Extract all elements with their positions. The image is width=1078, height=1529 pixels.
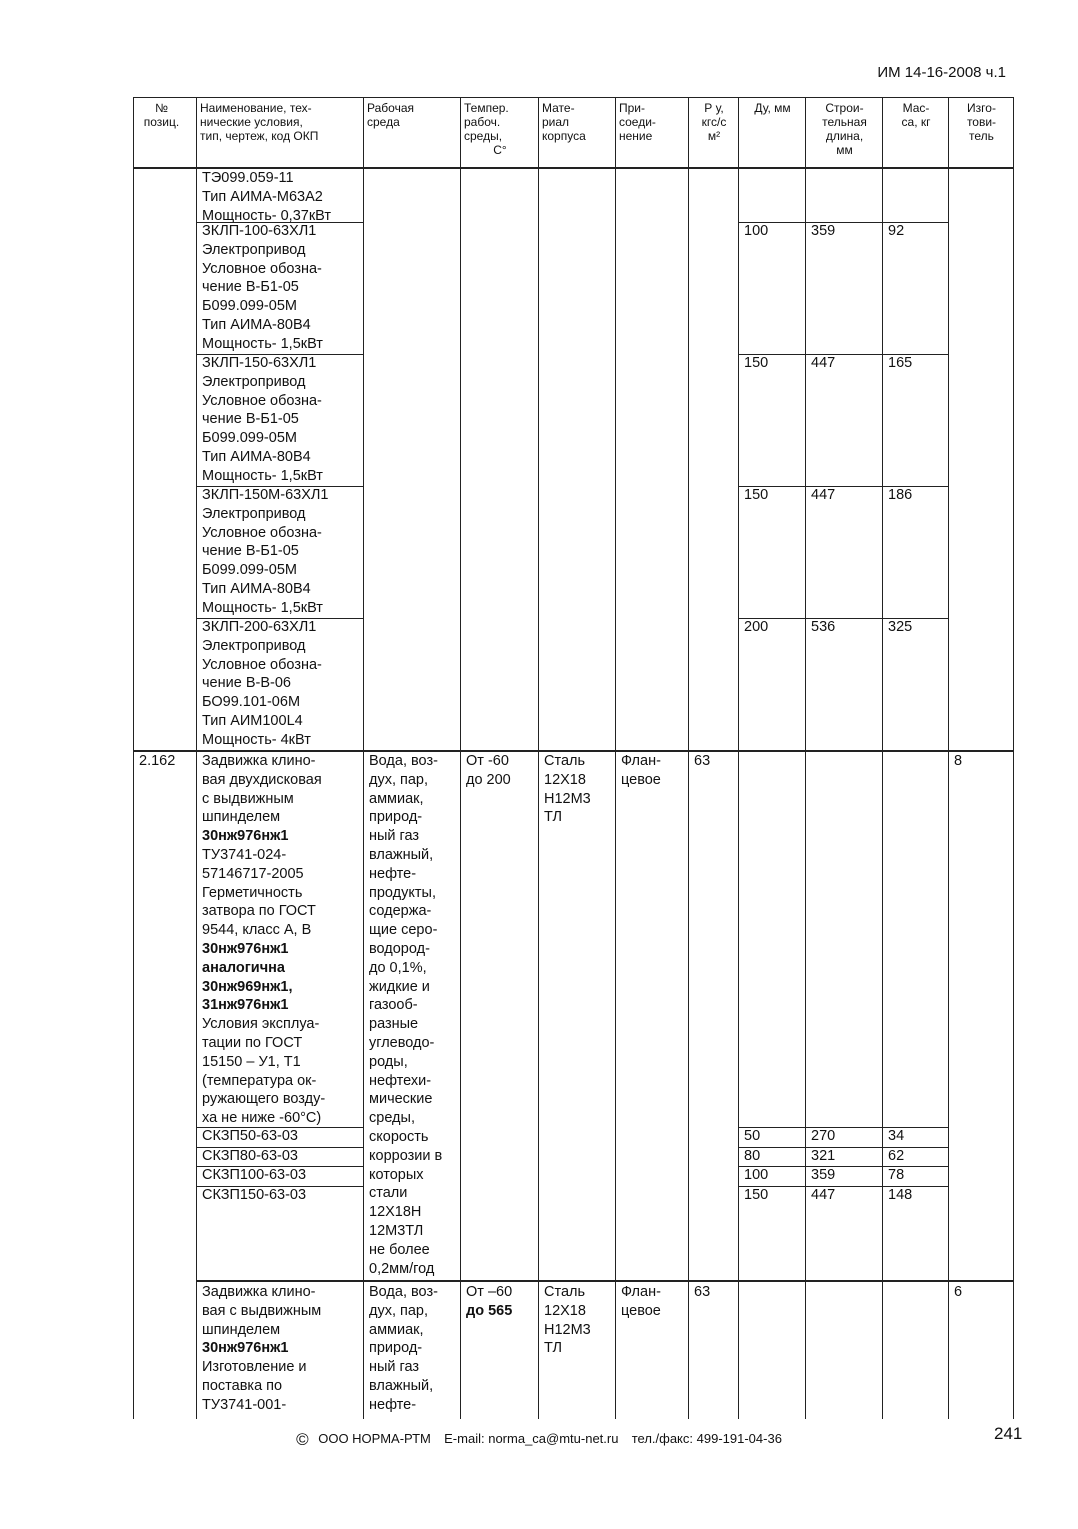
column-header-line: Мате- [542, 101, 575, 115]
valve-description-line: 30нж976нж1 [202, 940, 289, 957]
working-temperature-line: От –60 [466, 1284, 513, 1300]
continuation-row-name-line: Условное обозна- [202, 260, 322, 277]
continuation-row-dn [744, 222, 803, 241]
column-header-line: тель [969, 129, 994, 143]
continuation-row-name-line: Мощность- 0,37кВт [202, 207, 332, 224]
column-header [542, 101, 613, 143]
continuation-row-name-line: Электропривод [202, 241, 306, 258]
model-name [202, 1166, 361, 1185]
footer-email: norma_ca@mtu-net.ru [488, 1431, 619, 1446]
working-medium-line: газооб- [369, 997, 418, 1014]
footer-phone-label: тел./факс: [631, 1431, 694, 1446]
continuation-row-name-line: ЗКЛП-150-63ХЛ1 [202, 355, 317, 371]
table-top-border [133, 97, 1013, 98]
continuation-row-mass-line: 186 [888, 487, 913, 503]
continuation-row-length-line: 447 [811, 355, 836, 371]
model-mass [888, 1127, 946, 1146]
model-length-line: 447 [811, 1186, 836, 1203]
model-length-line: 321 [811, 1147, 836, 1164]
valve-description-line: 31нж976нж1 [202, 997, 289, 1014]
body-material-line: 12Х18 [544, 1302, 586, 1319]
column-header-line: Р у, [704, 101, 724, 115]
connection-type-line: Флан- [621, 1284, 661, 1300]
valve-description-line: вая с выдвижным [202, 1302, 322, 1319]
model-name [202, 1186, 361, 1205]
connection-type-line: цевое [621, 1302, 661, 1319]
working-medium-line: содержа- [369, 903, 432, 920]
valve-description-line: поставка по [202, 1377, 283, 1394]
working-medium [369, 752, 458, 1278]
working-medium-line: дух, пар, [369, 1302, 429, 1319]
working-medium-line: разные [369, 1016, 419, 1033]
continuation-row-name [202, 354, 361, 486]
column-divider [363, 97, 364, 1419]
working-temperature-line: От -60 [466, 753, 509, 769]
continuation-row-name-line: Электропривод [202, 373, 306, 390]
column-header-line: позиц. [143, 115, 180, 129]
column-divider [615, 97, 616, 1419]
continuation-row-name [202, 169, 361, 225]
working-medium-line: среды, [369, 1110, 415, 1127]
working-medium-line: 12Х18Н [369, 1204, 422, 1221]
column-header-line: кгс/с [701, 115, 727, 129]
nominal-pressure [694, 752, 736, 771]
valve-description-line: Условия эксплуа- [202, 1016, 320, 1033]
continuation-row-name-line: Электропривод [202, 637, 306, 654]
continuation-row-name-line: БО99.101-06М [202, 694, 301, 711]
model-mass [888, 1186, 946, 1205]
valve-description-line: ха не ниже -60°С) [202, 1110, 322, 1127]
continuation-row-dn [744, 618, 803, 637]
position-number-line: 2.162 [139, 753, 176, 769]
working-medium-line: нефте- [369, 865, 417, 882]
continuation-row-length [811, 354, 880, 373]
valve-description-line: 9544, класс А, В [202, 922, 312, 939]
column-header-line: тип, чертеж, код ОКП [200, 129, 319, 143]
continuation-row-name-line: Мощность- 1,5кВт [202, 599, 323, 616]
continuation-row-name-line: Б099.099-05М [202, 298, 297, 315]
column-header-line: нение [619, 129, 653, 143]
column-header-line: При- [619, 101, 645, 115]
connection-type-line: цевое [621, 771, 661, 788]
body-material [544, 752, 613, 827]
column-header-line: Изго- [967, 101, 996, 115]
valve-description [202, 752, 361, 1128]
valve-description-line: шпинделем [202, 809, 281, 826]
continuation-row-name-line: ЗКЛП-200-63ХЛ1 [202, 619, 317, 635]
continuation-row-length-line: 447 [811, 487, 836, 503]
continuation-row-length [811, 486, 880, 505]
valve-description-line: 15150 – У1, Т1 [202, 1053, 301, 1070]
column-header-line: Рабочая [367, 101, 414, 115]
manufacturer-code [954, 1283, 1011, 1302]
manufacturer-code-line: 6 [954, 1284, 963, 1300]
nominal-pressure [694, 1283, 736, 1302]
model-length-line: 270 [811, 1128, 836, 1144]
continuation-row-name [202, 618, 361, 750]
model-name-line: СКЗП150-63-03 [202, 1186, 307, 1203]
working-medium-line: 0,2мм/год [369, 1260, 435, 1277]
column-header-line: м² [707, 129, 721, 143]
continuation-row-name-line: Мощность- 1,5кВт [202, 335, 323, 352]
body-material-line: Н12М3 [544, 790, 591, 807]
working-medium-line: нефте- [369, 1396, 417, 1413]
model-dn [744, 1147, 803, 1166]
continuation-row-name-line: Условное обозна- [202, 524, 322, 541]
model-dn-line: 80 [744, 1147, 761, 1164]
column-header [464, 101, 536, 157]
valve-description-line: 30нж976нж1 [202, 1340, 289, 1357]
valve-description-line: шпинделем [202, 1321, 281, 1338]
model-dn-line: 150 [744, 1186, 769, 1203]
continuation-row-name-line: Условное обозна- [202, 392, 322, 409]
document-code: ИМ 14-16-2008 ч.1 [877, 64, 1006, 81]
continuation-row-name-line: ЗКЛП-150М-63ХЛ1 [202, 487, 329, 503]
model-name [202, 1127, 361, 1146]
continuation-row-name-line: Тип АИМА-80В4 [202, 448, 311, 465]
working-medium-line: природ- [369, 1340, 423, 1357]
body-material [544, 1283, 613, 1358]
continuation-row-mass [888, 354, 946, 373]
working-medium-line: водород- [369, 940, 430, 957]
continuation-row-mass-line: 165 [888, 355, 913, 371]
working-medium-line: дух, пар, [369, 771, 429, 788]
working-medium-line: природ- [369, 809, 423, 826]
column-divider [688, 97, 689, 1419]
working-medium-line: скорость [369, 1128, 429, 1145]
continuation-row-mass [888, 222, 946, 241]
manufacturer-code-line: 8 [954, 753, 963, 769]
body-material-line: ТЛ [544, 809, 563, 826]
column-divider [460, 97, 461, 1419]
model-length [811, 1186, 880, 1205]
column-header-line: Ду, мм [754, 101, 791, 115]
column-divider [738, 97, 739, 1419]
continuation-row-name-line: Тип АИМА-80В4 [202, 316, 311, 333]
continuation-row-name-line: ЗКЛП-100-63ХЛ1 [202, 223, 317, 239]
column-header-line: риал [542, 115, 570, 129]
row-divider [196, 1280, 1013, 1282]
valve-description-line: тации по ГОСТ [202, 1034, 303, 1051]
continuation-row-name-line: Мощность- 1,5кВт [202, 467, 323, 484]
model-length [811, 1147, 880, 1166]
continuation-row-name-line: ТЭ099.059-11 [202, 170, 294, 186]
valve-description-line: ТУ3741-024- [202, 846, 287, 863]
model-mass [888, 1147, 946, 1166]
valve-description-line: Изготовление и [202, 1359, 307, 1376]
valve-description-line: Задвижка клино- [202, 753, 316, 769]
model-dn [744, 1166, 803, 1185]
connection-type [621, 752, 686, 790]
working-medium-line: мические [369, 1091, 433, 1108]
working-medium-line: 12М3ТЛ [369, 1222, 424, 1239]
footer-company: ООО НОРМА-РТМ [318, 1431, 431, 1446]
column-header-line: соеди- [619, 115, 656, 129]
model-dn [744, 1127, 803, 1146]
valve-description-line: (температура ок- [202, 1072, 317, 1089]
table-right-border [1013, 97, 1014, 1419]
copyright-icon: © [296, 1430, 309, 1449]
valve-description-line: с выдвижным [202, 790, 294, 807]
model-mass-line: 34 [888, 1128, 905, 1144]
valve-description-line: Задвижка клино- [202, 1284, 316, 1300]
column-header-line: рабоч. [464, 115, 501, 129]
continuation-row-dn-line: 150 [744, 355, 769, 371]
continuation-row-length-line: 536 [811, 619, 836, 635]
continuation-row-name-line: Тип АИМА-М63А2 [202, 188, 323, 205]
continuation-row-name-line: Мощность- 4кВт [202, 731, 311, 748]
continuation-row-name-line: Условное обозна- [202, 656, 322, 673]
model-dn-line: 50 [744, 1128, 761, 1144]
model-dn [744, 1186, 803, 1205]
working-medium-line: стали [369, 1185, 408, 1202]
footer-phone: 499-191-04-36 [696, 1431, 782, 1446]
column-divider [196, 97, 197, 1419]
continuation-row-name-line: Б099.099-05М [202, 562, 297, 579]
continuation-row-name-line: чение В-Б1-05 [202, 279, 299, 296]
valve-description [202, 1283, 361, 1415]
column-header [619, 101, 686, 143]
column-divider [538, 97, 539, 1419]
manufacturer-code [954, 752, 1011, 771]
continuation-row-mass [888, 618, 946, 637]
model-name-line: СКЗП80-63-03 [202, 1147, 298, 1164]
column-header [367, 101, 458, 129]
column-header-line: С° [493, 143, 507, 157]
continuation-row-name-line: Тип АИМ100L4 [202, 712, 303, 729]
continuation-row-name [202, 222, 361, 354]
column-header [692, 101, 736, 143]
column-header-line: тови- [966, 115, 997, 129]
working-temperature [466, 1283, 536, 1321]
continuation-row-name-line: Б099.099-05М [202, 430, 297, 447]
column-header [133, 101, 190, 129]
column-header [742, 101, 803, 115]
body-material-line: Н12М3 [544, 1321, 591, 1338]
nominal-pressure-line: 63 [694, 1284, 711, 1300]
continuation-row-name-line: Тип АИМА-80В4 [202, 580, 311, 597]
valve-description-line: аналогична [202, 959, 285, 976]
body-material-line: Сталь [544, 1284, 586, 1300]
continuation-row-length-line: 359 [811, 223, 836, 239]
continuation-row-mass [888, 486, 946, 505]
valve-description-line: 30нж976нж1 [202, 828, 289, 845]
working-medium-line: нефтехи- [369, 1072, 432, 1089]
working-medium-line: продукты, [369, 884, 436, 901]
model-length-line: 359 [811, 1167, 836, 1183]
model-dn-line: 100 [744, 1167, 769, 1183]
continuation-row-mass-line: 325 [888, 619, 913, 635]
column-header-line: мм [836, 143, 853, 157]
working-medium-line: ный газ [369, 828, 420, 845]
model-length [811, 1127, 880, 1146]
body-material-line: ТЛ [544, 1340, 563, 1357]
column-header-line: Темпер. [464, 101, 509, 115]
body-material-line: Сталь [544, 753, 586, 769]
page-footer [0, 1430, 1078, 1450]
working-medium-line: роды, [369, 1053, 408, 1070]
working-medium-line: Вода, воз- [369, 1284, 438, 1300]
column-header-line: тельная [822, 115, 867, 129]
spec-table [133, 97, 1013, 1419]
continuation-row-length [811, 222, 880, 241]
column-header-line: корпуса [542, 129, 586, 143]
column-divider [882, 97, 883, 1419]
model-mass [888, 1166, 946, 1185]
working-medium-line: влажный, [369, 1377, 434, 1394]
model-mass-line: 148 [888, 1186, 913, 1203]
column-header-line: среды, [464, 129, 503, 143]
continuation-row-dn [744, 486, 803, 505]
column-header [809, 101, 880, 157]
model-mass-line: 78 [888, 1167, 905, 1183]
position-number [139, 752, 194, 771]
working-medium-line: жидкие и [369, 978, 430, 995]
column-header-line: длина, [825, 129, 864, 143]
page-number: 241 [994, 1424, 1023, 1443]
working-temperature [466, 752, 536, 790]
column-header-line: нические условия, [200, 115, 303, 129]
working-medium-line: коррозии в [369, 1147, 443, 1164]
valve-description-line: ружающего возду- [202, 1091, 326, 1108]
working-medium-line: аммиак, [369, 790, 424, 807]
working-temperature-line: до 565 [466, 1302, 513, 1319]
continuation-row-dn [744, 354, 803, 373]
column-header-line: Наименование, тех- [200, 101, 312, 115]
working-medium [369, 1283, 458, 1415]
body-material-line: 12Х18 [544, 771, 586, 788]
model-name [202, 1147, 361, 1166]
column-header-line: са, кг [901, 115, 931, 129]
valve-description-line: затвора по ГОСТ [202, 903, 316, 920]
column-header-line: Строи- [825, 101, 864, 115]
continuation-row-name [202, 486, 361, 618]
valve-description-line: ТУ3741-001- [202, 1396, 287, 1413]
valve-description-line: вая двухдисковая [202, 771, 322, 788]
continuation-row-name-line: чение В-Б1-05 [202, 411, 299, 428]
valve-description-line: 30нж969нж1, [202, 978, 293, 995]
connection-type [621, 1283, 686, 1321]
column-header [952, 101, 1011, 143]
model-mass-line: 62 [888, 1147, 905, 1164]
column-divider [948, 97, 949, 1419]
valve-description-line: 57146717-2005 [202, 865, 304, 882]
working-medium-line: аммиак, [369, 1321, 424, 1338]
column-header-line: среда [367, 115, 400, 129]
working-medium-line: щие серо- [369, 922, 438, 939]
valve-description-line: Герметичность [202, 884, 303, 901]
column-header [200, 101, 361, 143]
working-medium-line: до 0,1%, [369, 959, 427, 976]
model-name-line: СКЗП50-63-03 [202, 1128, 298, 1144]
model-length [811, 1166, 880, 1185]
continuation-row-length [811, 618, 880, 637]
continuation-row-name-line: Электропривод [202, 505, 306, 522]
working-temperature-line: до 200 [466, 771, 511, 788]
column-header-line: Мас- [902, 101, 930, 115]
working-medium-line: углеводо- [369, 1034, 435, 1051]
continuation-row-name-line: чение В-В-06 [202, 675, 291, 692]
column-header [886, 101, 946, 129]
continuation-row-dn-line: 100 [744, 223, 769, 239]
model-name-line: СКЗП100-63-03 [202, 1167, 307, 1183]
working-medium-line: влажный, [369, 846, 434, 863]
column-header-line: № [155, 101, 168, 115]
working-medium-line: Вода, воз- [369, 753, 438, 769]
working-medium-line: ный газ [369, 1359, 420, 1376]
working-medium-line: которых [369, 1166, 424, 1183]
column-divider [805, 97, 806, 1419]
table-left-border [133, 97, 134, 1419]
continuation-row-dn-line: 200 [744, 619, 769, 635]
footer-email-label: E-mail: [444, 1431, 485, 1446]
continuation-row-mass-line: 92 [888, 223, 905, 239]
continuation-row-dn-line: 150 [744, 487, 769, 503]
working-medium-line: не более [369, 1241, 430, 1258]
connection-type-line: Флан- [621, 753, 661, 769]
continuation-row-name-line: чение В-Б1-05 [202, 543, 299, 560]
nominal-pressure-line: 63 [694, 753, 711, 769]
